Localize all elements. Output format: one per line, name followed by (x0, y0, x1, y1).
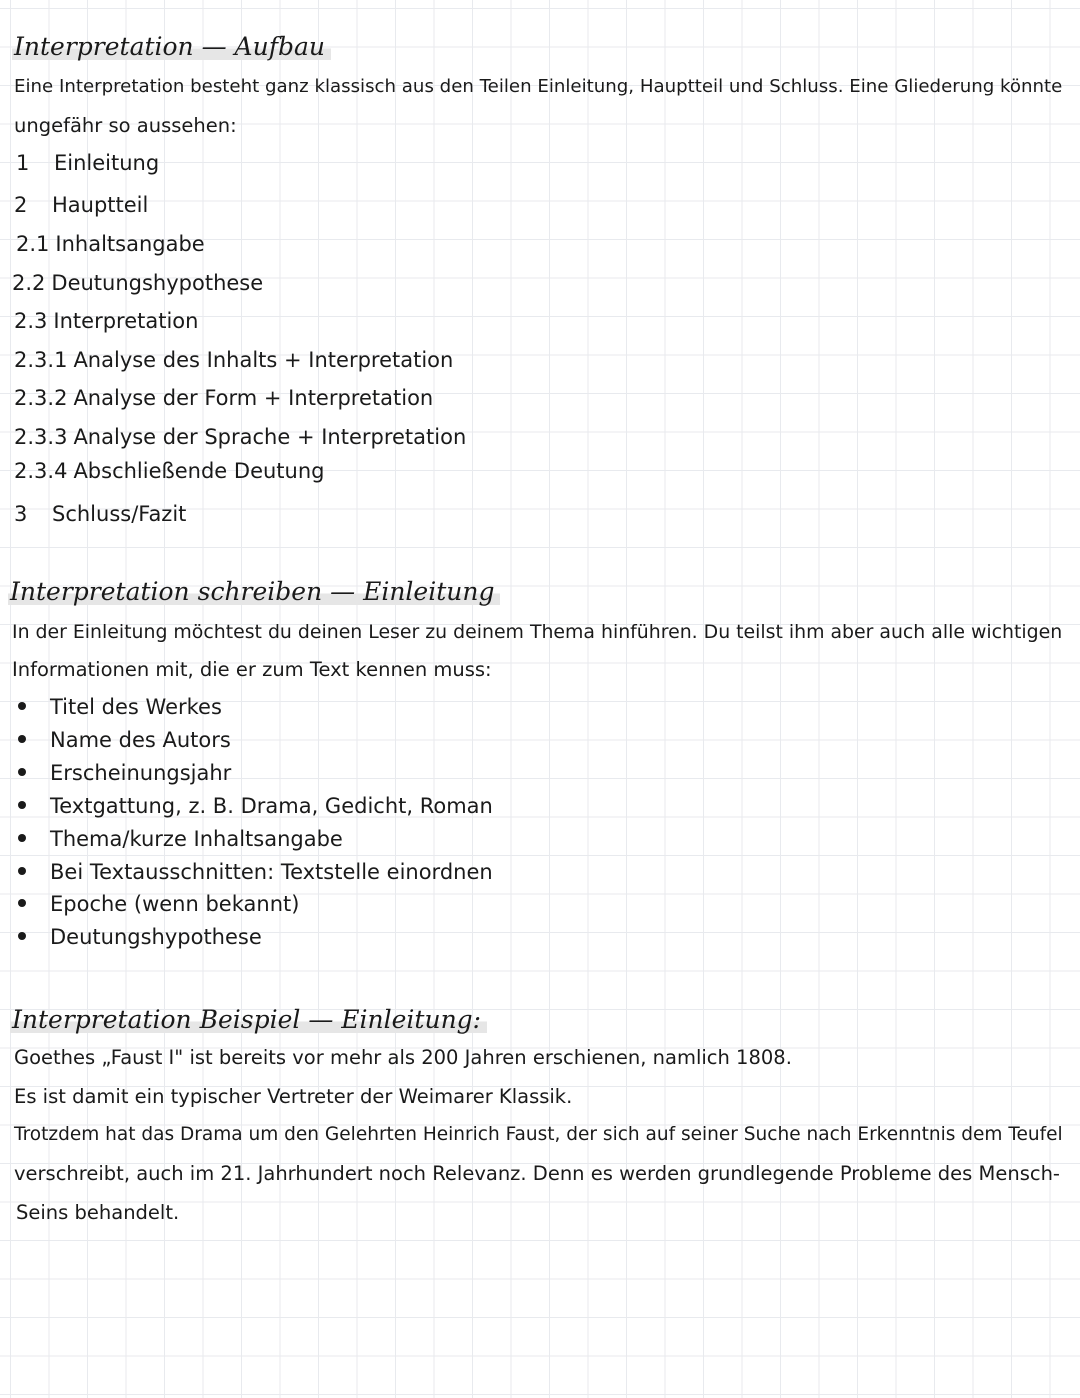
list-item-text: Thema/kurze Inhaltsangabe (50, 827, 343, 851)
outline-number: 2.3.3 (14, 425, 68, 449)
list-item (18, 857, 493, 887)
outline-number: 2.1 (16, 232, 50, 256)
bullet-icon (18, 867, 26, 875)
outline-item (14, 422, 466, 452)
outline-number: 2.3 (14, 309, 48, 333)
section-heading-einleitung: Interpretation schreiben — Einleitung (8, 575, 500, 609)
bullet-icon (18, 834, 26, 842)
outline-item (14, 345, 453, 375)
outline-number: 2.2 (12, 271, 46, 295)
outline-item (16, 148, 159, 178)
outline-text: Einleitung (54, 151, 160, 175)
outline-text: Analyse der Sprache + Interpretation (73, 425, 467, 449)
list-item-text: Bei Textausschnitten: Textstelle einordnen (50, 860, 493, 884)
paragraph-line: Trotzdem hat das Drama um den Gelehrten Heinrich Faust, der sich auf seiner Suche nach Erkenntnis dem Teufel (14, 1124, 1063, 1145)
paragraph-line: ungefähr so aussehen: (14, 114, 237, 137)
outline-item (16, 229, 205, 259)
list-item (18, 922, 262, 952)
paragraph-line: Es ist damit ein typischer Vertreter der Weimarer Klassik. (14, 1085, 573, 1108)
bullet-icon (18, 702, 26, 710)
bullet-icon (18, 932, 26, 940)
outline-text: Hauptteil (52, 193, 149, 217)
outline-text: Schluss/Fazit (52, 502, 187, 526)
list-item-text: Erscheinungsjahr (50, 761, 232, 785)
list-item-text: Textgattung, z. B. Drama, Gedicht, Roman (50, 794, 493, 818)
outline-number: 1 (16, 151, 30, 175)
outline-number: 3 (14, 502, 28, 526)
list-item (18, 791, 493, 821)
outline-text: Analyse des Inhalts + Interpretation (73, 348, 454, 372)
bullet-icon (18, 899, 26, 907)
outline-text: Interpretation (53, 309, 199, 333)
list-item-text: Name des Autors (50, 728, 231, 752)
list-item (18, 889, 299, 919)
outline-item (14, 499, 186, 529)
outline-text: Inhaltsangabe (55, 232, 205, 256)
outline-item (14, 456, 324, 486)
outline-text: Deutungshypothese (51, 271, 264, 295)
paragraph-line: Informationen mit, die er zum Text kennen muss: (12, 658, 492, 681)
outline-item (12, 268, 263, 298)
paragraph-line: Eine Interpretation besteht ganz klassisch aus den Teilen Einleitung, Hauptteil und Schluss. Eine Gliederung könnte (14, 76, 1063, 97)
list-item-text: Titel des Werkes (50, 695, 222, 719)
outline-number: 2.3.4 (14, 459, 68, 483)
outline-number: 2.3.2 (14, 386, 68, 410)
bullet-icon (18, 768, 26, 776)
list-item-text: Deutungshypothese (50, 925, 262, 949)
list-item-text: Epoche (wenn bekannt) (50, 892, 300, 916)
outline-text: Analyse der Form + Interpretation (73, 386, 434, 410)
list-item (18, 824, 343, 854)
outline-item (14, 190, 148, 220)
list-item (18, 725, 231, 755)
bullet-icon (18, 735, 26, 743)
section-heading-beispiel: Interpretation Beispiel — Einleitung: (10, 1003, 487, 1037)
list-item (18, 692, 222, 722)
bullet-icon (18, 801, 26, 809)
paragraph-line: In der Einleitung möchtest du deinen Leser zu deinem Thema hinführen. Du teilst ihm aber auch alle wichtigen (12, 621, 1063, 643)
paragraph-line: Goethes „Faust I" ist bereits vor mehr als 200 Jahren erschienen, namlich 1808. (14, 1046, 792, 1069)
paragraph-line: verschreibt, auch im 21. Jahrhundert noch Relevanz. Denn es werden grundlegende Probleme des Mensch- (14, 1162, 1060, 1185)
outline-item (14, 383, 433, 413)
outline-item (14, 306, 198, 336)
outline-text: Abschließende Deutung (73, 459, 325, 483)
section-heading-aufbau: Interpretation — Aufbau (12, 30, 331, 64)
list-item (18, 758, 231, 788)
outline-number: 2 (14, 193, 28, 217)
paragraph-line: Seins behandelt. (16, 1201, 180, 1224)
outline-number: 2.3.1 (14, 348, 68, 372)
